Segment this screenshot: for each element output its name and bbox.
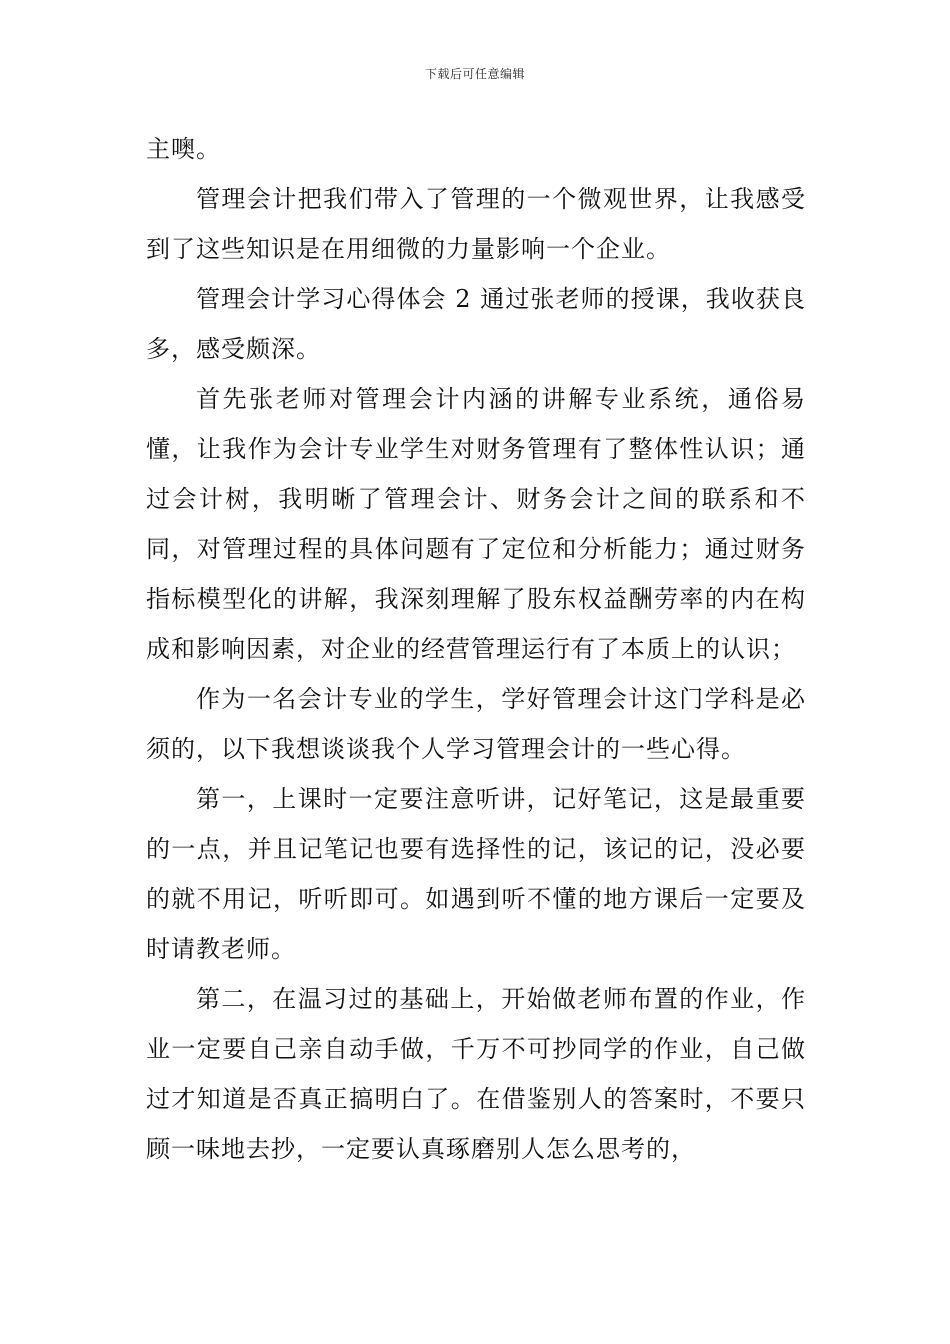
document-body	[146, 124, 806, 1174]
paragraph-5: 作为一名会计专业的学生，学好管理会计这门学科是必须的，以下我想谈谈我个人学习管理会计的一些心得。	[146, 685, 806, 763]
paragraph-4: 首先张老师对管理会计内涵的讲解专业系统，通俗易懂，让我作为会计专业学生对财务管理有了整体性认识；通过会计树，我明晰了管理会计、财务会计之间的联系和不同，对管理过程的具体问题有了定位和分析能力；通过财务指标模型化的讲解，我深刻理解了股东权益酬劳率的内在构成和影响因素，对企业的经营管理运行有了本质上的认识；	[146, 385, 806, 663]
page-header: 下载后可任意编辑	[424, 67, 525, 81]
paragraph-7: 第二，在温习过的基础上，开始做老师布置的作业，作业一定要自己亲自动手做，千万不可抄同学的作业，自己做过才知道是否真正搞明白了。在借鉴别人的答案时，不要只顾一味地去抄，一定要认真琢磨别人怎么思考的，	[146, 985, 806, 1163]
paragraph-6: 第一，上课时一定要注意听讲，记好笔记，这是最重要的一点，并且记笔记也要有选择性的记，该记的记，没必要的就不用记，听听即可。如遇到听不懂的地方课后一定要及时请教老师。	[146, 785, 806, 963]
paragraph-2: 管理会计把我们带入了管理的一个微观世界，让我感受到了这些知识是在用细微的力量影响一个企业。	[146, 185, 806, 263]
paragraph-1: 主噢。	[146, 135, 221, 163]
paragraph-3: 管理会计学习心得体会 2 通过张老师的授课，我收获良多，感受颇深。	[146, 285, 806, 363]
